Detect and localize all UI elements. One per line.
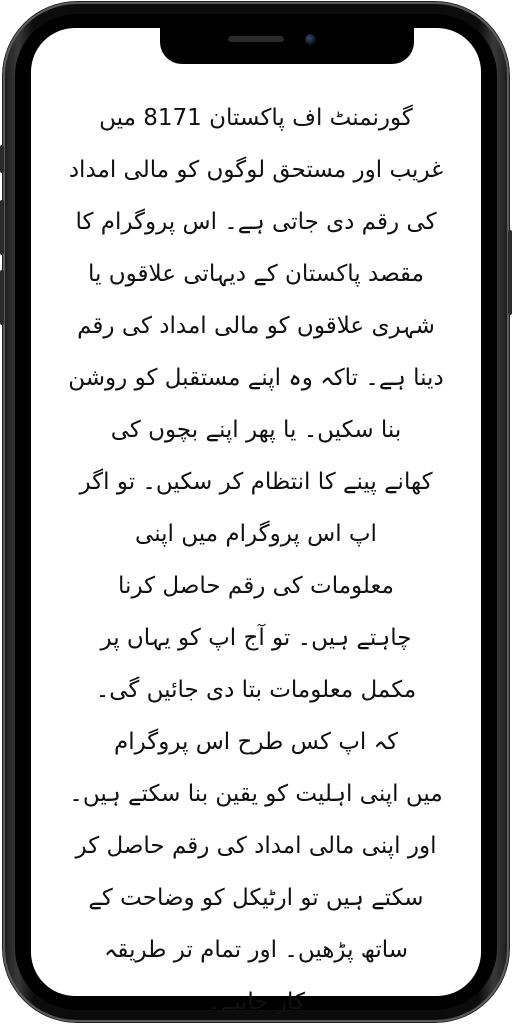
article-line: سکتے ہیں تو ارٹیکل کو وضاحت کے bbox=[88, 885, 424, 911]
article-line: کھانے پینے کا انتظام کر سکیں۔ تو اگر bbox=[79, 469, 433, 495]
article-line: کار جانیے۔ bbox=[207, 989, 305, 1015]
notch bbox=[160, 28, 414, 64]
article-line: کہ اپ کس طرح اس پروگرام bbox=[113, 729, 399, 755]
volume-up-button bbox=[0, 200, 4, 255]
article-line: بنا سکیں۔ یا پھر اپنے بچوں کی bbox=[110, 417, 402, 443]
article-line: میں اپنی اہلیت کو یقین بنا سکتے ہیں۔ bbox=[69, 781, 443, 807]
volume-down-button bbox=[0, 270, 4, 325]
article-line: مقصد پاکستان کے دیہاتی علاقوں یا bbox=[88, 261, 424, 287]
article-line: معلومات کی رقم حاصل کرنا bbox=[118, 573, 394, 599]
front-camera-icon bbox=[305, 34, 316, 45]
article-line: ساتھ پڑھیں۔ اور تمام تر طریقہ bbox=[103, 937, 409, 963]
article-line: غریب اور مستحق لوگوں کو مالی امداد bbox=[68, 157, 444, 183]
article-line: اور اپنی مالی امداد کی رقم حاصل کر bbox=[75, 833, 437, 859]
article-line: شہری علاقوں کو مالی امداد کی رقم bbox=[77, 313, 435, 339]
article-line: چاہتے ہیں۔ تو آج اپ کو یہاں پر bbox=[100, 625, 412, 651]
mute-switch bbox=[0, 145, 4, 173]
article-line: کی رقم دی جاتی ہے۔ اس پروگرام کا bbox=[75, 209, 437, 235]
article-line: گورنمنٹ اف پاکستان 8171 میں bbox=[99, 105, 413, 131]
article-line: اپ اس پروگرام میں اپنی bbox=[135, 521, 377, 547]
article-line: مکمل معلومات بتا دی جائیں گی۔ bbox=[95, 677, 417, 703]
article-line: دینا ہے۔ تاکہ وہ اپنے مستقبل کو روشن bbox=[68, 365, 444, 391]
speaker-grille bbox=[228, 36, 284, 42]
article-text bbox=[49, 92, 463, 1028]
power-button bbox=[508, 230, 512, 315]
phone-screen bbox=[31, 28, 481, 1015]
